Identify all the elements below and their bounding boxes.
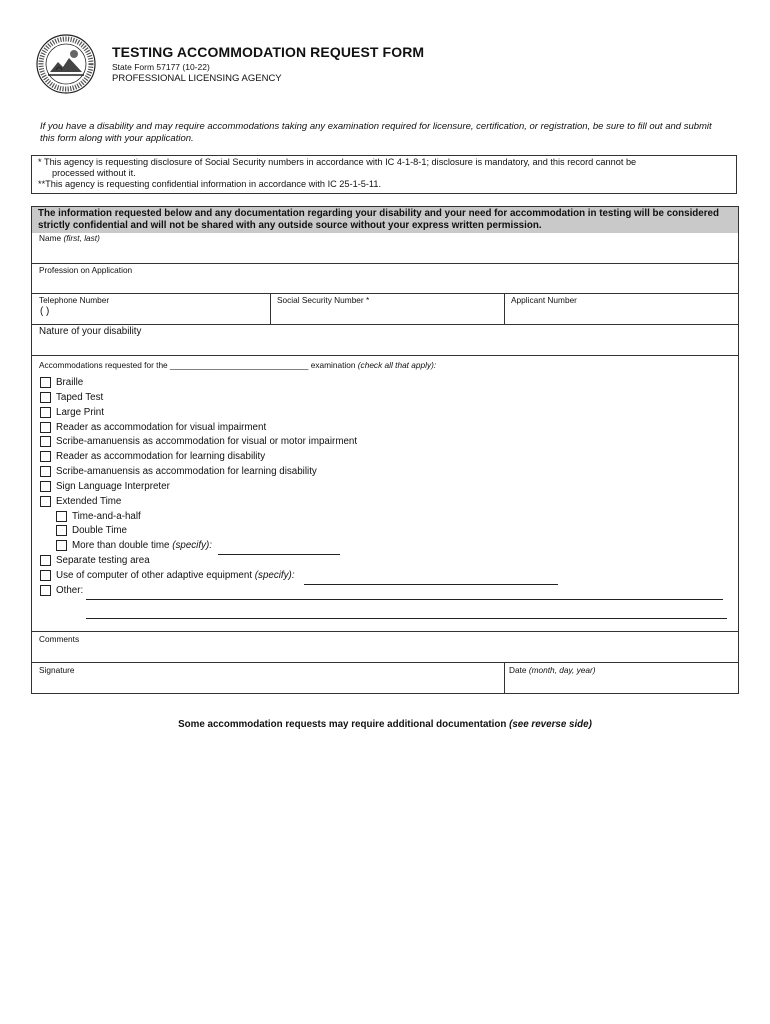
state-seal-logo	[36, 34, 96, 94]
footer-note-text: Some accommodation requests may require additional documentation	[178, 719, 507, 730]
accommodations-hint: (check all that apply):	[357, 360, 437, 370]
accommodations-suffix: examination	[310, 360, 356, 370]
more-double-text: More than double time	[72, 540, 170, 551]
checkbox-reader-visual[interactable]	[40, 422, 51, 433]
signature-field[interactable]: Signature	[39, 665, 75, 675]
checkbox-label: Reader as accommodation for learning disability	[56, 451, 266, 462]
checkbox-separate-area[interactable]	[40, 555, 51, 566]
accommodations-prefix: Accommodations requested for the	[39, 360, 168, 370]
checkbox-label: Other:	[56, 585, 84, 596]
date-label: Date	[509, 665, 527, 675]
name-label: Name	[39, 233, 62, 243]
computer-specify-line[interactable]	[304, 584, 558, 585]
telephone-label[interactable]: Telephone Number	[39, 295, 110, 305]
comments-field[interactable]: Comments	[39, 634, 80, 644]
checkbox-label: Scribe-amanuensis as accommodation for visual or motor impairment	[56, 436, 358, 447]
checkbox-time-and-a-half[interactable]	[56, 511, 67, 522]
confidential-notice: **This agency is requesting confidential information in accordance with IC 25-1-5-11.	[38, 179, 382, 189]
checkbox-computer-equipment[interactable]	[40, 570, 51, 581]
telephone-area-code[interactable]: ( )	[40, 306, 50, 317]
computer-text: Use of computer of other adaptive equipment	[56, 570, 253, 581]
name-hint: (first, last)	[63, 233, 100, 243]
checkbox-label: Taped Test	[56, 392, 104, 403]
footer-note-hint: (see reverse side)	[509, 719, 592, 730]
form-fields-box	[31, 206, 739, 694]
checkbox-label: Time-and-a-half	[72, 511, 141, 522]
checkbox-label: Separate testing area	[56, 555, 150, 566]
agency-name: PROFESSIONAL LICENSING AGENCY	[112, 73, 282, 84]
checkbox-braille[interactable]	[40, 377, 51, 388]
checkbox-large-print[interactable]	[40, 407, 51, 418]
intro-text: If you have a disability and may require accommodations taking any examination required for licensure, certification, or registration, be sure to fill out and submit this form along with your application.	[40, 121, 712, 144]
confidentiality-banner: The information requested below and any documentation regarding your disability and your need for accommodation in testing will be considered strictly confidential and will not be shared with any outside source without your express written permission.	[32, 207, 738, 233]
checkbox-other[interactable]	[40, 585, 51, 596]
privacy-notice-box	[31, 155, 737, 194]
documentation-note	[0, 719, 770, 730]
date-hint: (month, day, year)	[528, 665, 596, 675]
checkbox-label: Braille	[56, 377, 84, 388]
checkbox-label: Double Time	[72, 525, 127, 536]
checkbox-label: Reader as accommodation for visual impairment	[56, 422, 267, 433]
accommodations-prompt	[39, 360, 436, 370]
specify-hint: (specify):	[254, 570, 295, 581]
checkbox-extended-time[interactable]	[40, 496, 51, 507]
checkbox-label	[72, 540, 212, 551]
checkbox-scribe-visual[interactable]	[40, 436, 51, 447]
checkbox-label: Scribe-amanuensis as accommodation for learning disability	[56, 466, 317, 477]
other-line-1[interactable]	[86, 599, 723, 600]
more-double-specify-line[interactable]	[218, 554, 340, 555]
applicant-number-label[interactable]: Applicant Number	[511, 295, 577, 305]
name-field[interactable]	[39, 233, 100, 243]
checkbox-label	[56, 570, 295, 581]
checkbox-taped-test[interactable]	[40, 392, 51, 403]
checkbox-more-than-double[interactable]	[56, 540, 67, 551]
examination-blank[interactable]: ______________________________	[169, 360, 309, 370]
form-number: State Form 57177 (10-22)	[112, 62, 210, 72]
checkbox-reader-learning[interactable]	[40, 451, 51, 462]
form-title: TESTING ACCOMMODATION REQUEST FORM	[112, 44, 425, 60]
checkbox-label: Sign Language Interpreter	[56, 481, 170, 492]
checkbox-double-time[interactable]	[56, 525, 67, 536]
other-line-2[interactable]	[86, 618, 727, 619]
checkbox-label: Extended Time	[56, 496, 122, 507]
ssn-notice-line1: * This agency is requesting disclosure of Social Security numbers in accordance with IC 4-1-8-1; disclosure is mandatory, and this record cannot be	[38, 157, 637, 167]
nature-of-disability-field[interactable]: Nature of your disability	[39, 326, 142, 337]
date-field[interactable]	[509, 665, 596, 675]
ssn-notice-line2: processed without it.	[52, 168, 136, 178]
checkbox-scribe-learning[interactable]	[40, 466, 51, 477]
profession-field[interactable]: Profession on Application	[39, 265, 133, 275]
ssn-label[interactable]: Social Security Number *	[277, 295, 370, 305]
checkbox-sign-language[interactable]	[40, 481, 51, 492]
checkbox-label: Large Print	[56, 407, 104, 418]
specify-hint: (specify):	[172, 540, 212, 551]
